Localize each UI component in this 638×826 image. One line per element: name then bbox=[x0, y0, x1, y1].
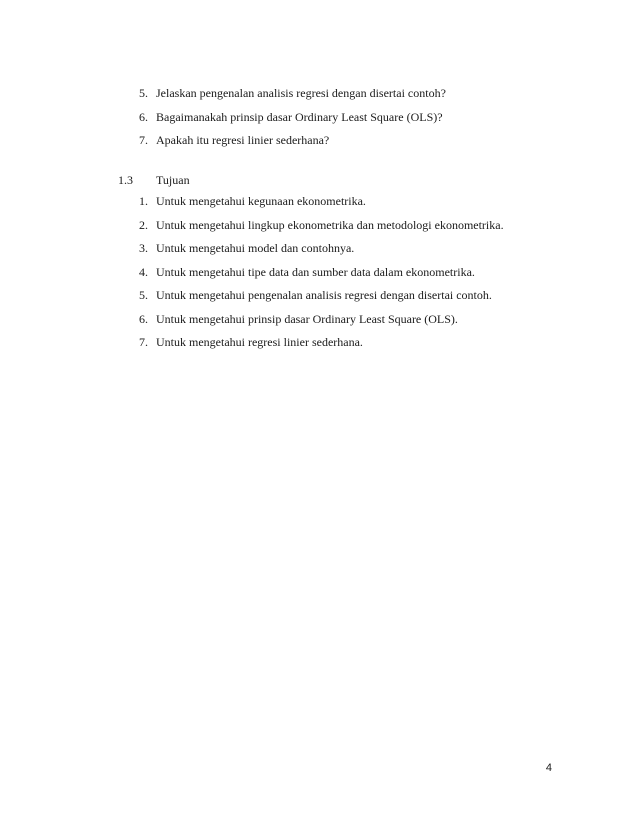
list-item-number: 5. bbox=[139, 86, 148, 100]
list-item-text: Bagaimanakah prinsip dasar Ordinary Least Square (OLS)? bbox=[156, 109, 443, 124]
list-item-number: 1. bbox=[139, 194, 148, 208]
list-item-text: Untuk mengetahui lingkup ekonometrika dan metodologi ekonometrika. bbox=[156, 217, 504, 232]
list-item-text: Untuk mengetahui prinsip dasar Ordinary Least Square (OLS). bbox=[156, 311, 458, 326]
list-item-number: 3. bbox=[139, 241, 148, 255]
list-item-number: 7. bbox=[139, 133, 148, 147]
list-item-text: Untuk mengetahui pengenalan analisis regresi dengan disertai contoh. bbox=[156, 288, 492, 302]
list-item-number: 6. bbox=[139, 311, 148, 326]
list-item-number: 6. bbox=[139, 109, 148, 124]
section-number: 1.3 bbox=[118, 173, 133, 187]
list-item-number: 5. bbox=[139, 288, 148, 302]
section-title: Tujuan bbox=[156, 173, 190, 187]
list-item-text: Untuk mengetahui kegunaan ekonometrika. bbox=[156, 194, 366, 208]
list-item-text: Untuk mengetahui model dan contohnya. bbox=[156, 241, 355, 255]
list-item-text: Jelaskan pengenalan analisis regresi dengan disertai contoh? bbox=[156, 86, 446, 100]
list-item-number: 4. bbox=[139, 264, 148, 279]
list-item-text: Apakah itu regresi linier sederhana? bbox=[156, 133, 330, 147]
page-number: 4 bbox=[545, 762, 552, 774]
list-item-text: Untuk mengetahui tipe data dan sumber data dalam ekonometrika. bbox=[156, 264, 475, 279]
list-item-number: 2. bbox=[139, 217, 148, 232]
list-item-number: 7. bbox=[139, 335, 148, 349]
list-item-text: Untuk mengetahui regresi linier sederhana. bbox=[156, 335, 363, 349]
